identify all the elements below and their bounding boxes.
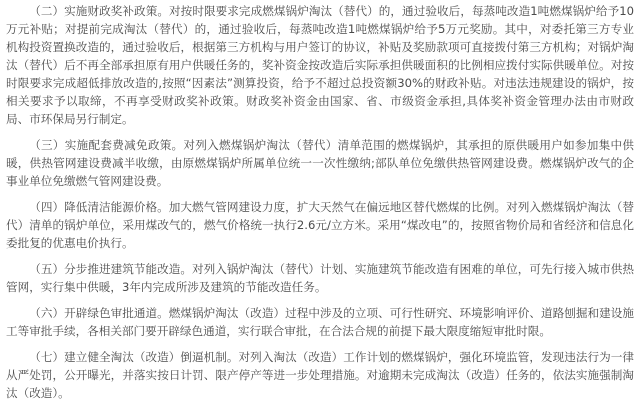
paragraph-fee-reduction: （三）实施配套费减免政策。对列入燃煤锅炉淘汰（替代）清单范围的燃煤锅炉，其承担的原供暖用户如参加集中供暖，供热管网建设费减半收缴，由原燃煤锅炉所属单位统一一次性缴纳;部队单位免缴供热管网建设费。燃煤锅炉改气的企事业单位免缴燃气管网建设费。 — [6, 138, 634, 188]
paragraph-green-approval: （六）开辟绿色审批通道。燃煤锅炉淘汰（改造）过程中涉及的立项、可行性研究、环境影响评价、道路刨掘和建设施工等审批手续，各相关部门要开辟绿色通道，实行联合审批，在合法合规的前提下最大限度缩短审批时限。 — [6, 306, 634, 338]
paragraph-financial-subsidy: （二）实施财政奖补政策。对按时限要求完成燃煤锅炉淘汰（替代）的，通过验收后，每蒸吨改造1吨燃煤锅炉给予10万元补贴；对提前完成淘汰（替代）的，通过验收后，每蒸吨改造1吨燃煤锅炉给予5万元奖励。其中，对委托第三方专业机构投资置换改造的，通过验收后，根据第三方机构与用户签订的协议，补贴及奖励款项可直接拨付第三方机构；对锅炉淘汰（替代）后不再全部承担原有用户供暖任务的，奖补资金按改造后实际承担供暖面积的比例相应拨付实际供暖单位。对按时限要求完成超低排放改造的,按照“因素法”测算投资，给予不超过总投资额30%的财政补贴。对违法违规建设的锅炉，按相关要求予以取缔，不再享受财政奖补政策。财政奖补资金由国家、省、市级资金承担,具体奖补资金管理办法由市财政局、市环保局另行制定。 — [6, 4, 634, 126]
paragraph-enforcement-mechanism: （七）建立健全淘汰（改造）倒逼机制。对列入淘汰（改造）工作计划的燃煤锅炉，强化环境监管，发现违法行为一律从严处罚，公开曝光，并落实按日计罚、限产停产等进一步处理措施。对逾期未完成淘汰（改造）任务的，依法实施强制淘汰（改造）。 — [6, 350, 634, 400]
paragraph-energy-price: （四）降低清洁能源价格。加大燃气管网建设力度，扩大天然气在偏远地区替代燃煤的比例。对列入燃煤锅炉淘汰（替代）清单的锅炉单位，采用煤改气的，燃气价格统一执行2.6元/立方米。采用“煤改电”的，按照省物价局和省经济和信息化委批复的优惠电价执行。 — [6, 200, 634, 250]
paragraph-building-energy-retrofit: （五）分步推进建筑节能改造。对列入锅炉淘汰（替代）计划、实施建筑节能改造有困难的单位，可先行接入城市供热管网，实行集中供暖，3年内完成所涉及建筑的节能改造任务。 — [6, 262, 634, 294]
